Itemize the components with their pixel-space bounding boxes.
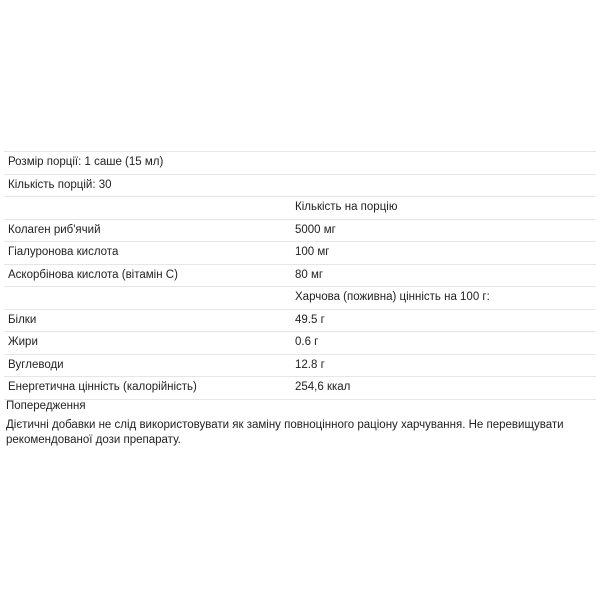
table-row [4,377,596,400]
serving-size-row [4,152,596,175]
ingredient-amount: 5000 мг [291,219,596,242]
nutrient-name: Жири [4,332,291,355]
nutrient-amount: 0.6 г [291,332,596,355]
ingredient-name: Гіалуронова кислота [4,242,291,265]
table-row [4,354,596,377]
table-row [4,242,596,265]
serving-size-text: Розмір порції: 1 саше (15 мл) [4,152,596,175]
warning-title: Попередження [6,400,86,412]
supplement-facts-table [4,151,596,400]
table-row [4,309,596,332]
nutrition-header-row [4,287,596,310]
ingredient-amount: 100 мг [291,242,596,265]
ingredient-name: Колаген риб'ячий [4,219,291,242]
nutrition-header: Харчова (поживна) цінність на 100 г: [291,287,596,310]
header-empty-cell [4,197,291,220]
nutrient-name: Білки [4,309,291,332]
nutrient-name: Вуглеводи [4,354,291,377]
table-row [4,332,596,355]
per-serving-header-row [4,197,596,220]
ingredient-name: Аскорбінова кислота (вітамін С) [4,264,291,287]
ingredient-amount: 80 мг [291,264,596,287]
servings-count-row [4,174,596,197]
table-row [4,264,596,287]
servings-count-text: Кількість порцій: 30 [4,174,596,197]
warning-text: Дієтичні добавки не слід використовувати як заміну повноцінного раціону харчування. Не перевищувати рекомендованої дози препарату. [6,419,564,446]
table-row [4,219,596,242]
nutrient-amount: 254,6 ккал [291,377,596,400]
nutrient-amount: 12.8 г [291,354,596,377]
nutrient-amount: 49.5 г [291,309,596,332]
nutrient-name: Енергетична цінність (калорійність) [4,377,291,400]
per-serving-header: Кількість на порцію [291,197,596,220]
header-empty-cell [4,287,291,310]
